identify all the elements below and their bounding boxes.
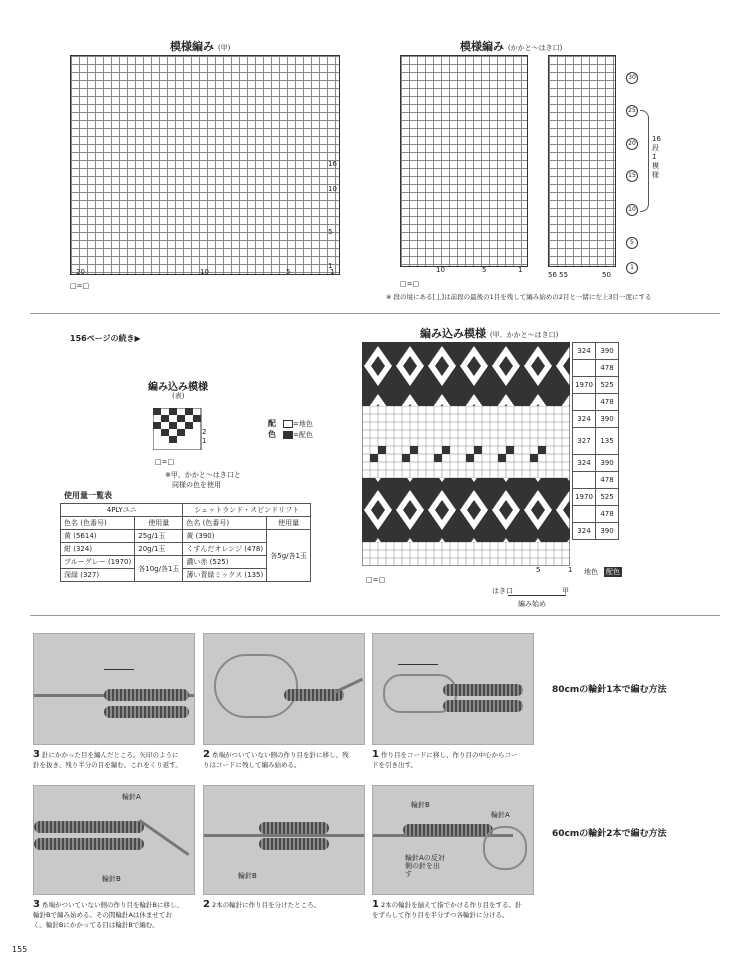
- caption-2-2: 2 2本の輪針に作り目を分けたところ。: [203, 899, 321, 910]
- color-cell: 324: [573, 343, 596, 360]
- usage-amount2: 各5g/各1玉: [267, 530, 311, 582]
- chart1-legend: □=□: [70, 282, 90, 290]
- continued-label: 156ページの続き▶: [70, 334, 141, 343]
- usage-title: 使用量一覧表: [64, 491, 112, 500]
- color-cell: [573, 506, 596, 523]
- color-cell: [573, 394, 596, 411]
- color-cell: 478: [596, 360, 619, 377]
- chart2-title: 模様編み (かかと〜はき口): [460, 40, 563, 53]
- chart2-bottom-num-5: 5: [482, 266, 487, 274]
- photo-2-2: [203, 785, 365, 895]
- color-row: [573, 523, 619, 540]
- usage-group2: シェットランド・スピンドリフト: [183, 504, 311, 517]
- big-chart-legend: □=□: [366, 576, 386, 584]
- chart1-title: 模様編み (甲): [170, 40, 231, 53]
- color-cell: 135: [596, 428, 619, 455]
- color-row: [573, 472, 619, 489]
- chart1-right-num-10: 10: [328, 185, 337, 193]
- usage-r3-c1: ブルーグレー (1970): [61, 556, 135, 569]
- color-cell: 324: [573, 411, 596, 428]
- chart2-row-15: 15: [626, 170, 638, 182]
- chart2-row-20: 20: [626, 138, 638, 150]
- photo-label-a3: 輪針A: [491, 811, 510, 819]
- color-cell: 478: [596, 472, 619, 489]
- color-row: [573, 394, 619, 411]
- small-chart-row-1: 1: [202, 437, 207, 445]
- color-cell: 324: [573, 523, 596, 540]
- caption-2-3: 3 糸端がついていない側の作り目を輪針Bに移し、輪針Bで編み始める。その間輪針Aは休ませておく。輪針Bにかかってる目は輪針Bで編む。: [33, 899, 184, 929]
- color-cell: 390: [596, 523, 619, 540]
- color-cell: 478: [596, 506, 619, 523]
- chart2-bracket-line: [640, 110, 649, 212]
- small-chart-note2: 同様の色を使用: [172, 481, 221, 489]
- chart2-row-5: 5: [626, 237, 638, 249]
- chart1-bottom-num-10: 10: [200, 268, 209, 276]
- usage-r1-c2: 25g/1玉: [135, 530, 183, 543]
- chart2-bottom-num-50: 50: [602, 271, 611, 279]
- usage-r2-c2: 20g/1玉: [135, 543, 183, 556]
- usage-r3-c3: 濃い赤 (525): [183, 556, 267, 569]
- photo-1-3: [33, 633, 195, 745]
- chart2-bottom-num-10: 10: [436, 266, 445, 274]
- chart2-row-25: 25: [626, 105, 638, 117]
- color-row: [573, 343, 619, 360]
- usage-h-color1: 色名 (色番号): [61, 517, 135, 530]
- color-cell: 390: [596, 455, 619, 472]
- color-cell: 390: [596, 411, 619, 428]
- photo-label-b2: 輪針B: [238, 872, 257, 880]
- big-chart-title: 編み込み模様 (甲、かかと〜はき口): [420, 327, 559, 340]
- color-cell: 478: [596, 394, 619, 411]
- haishoku-label: 配色: [268, 419, 276, 439]
- chart2-grid-right: [548, 55, 616, 267]
- color-cell: 1970: [573, 377, 596, 394]
- usage-r2-c1: 紺 (324): [61, 543, 135, 556]
- chart1-right-num-1: 1: [328, 262, 333, 270]
- chart2-legend: □=□: [400, 280, 420, 288]
- color-row: [573, 377, 619, 394]
- chart1-right-num-16: 16: [328, 160, 337, 168]
- chart2-bottom-num-56-55: 56 55: [548, 271, 569, 279]
- page-number: 155: [12, 945, 28, 954]
- chart2-note: ※ 段の境にある[丄]は前段の最後の1目を残して編み始めの2目と一緒に左上3目一度にする: [386, 293, 652, 301]
- color-row: [573, 455, 619, 472]
- caption-1-2: 2 糸端がついていない側の作り目を針に移し、残りはコードに残して編み始める。: [203, 749, 349, 769]
- divider-2: [30, 615, 720, 616]
- color-cell: [573, 360, 596, 377]
- color-cell: 390: [596, 343, 619, 360]
- big-chart-label-ko: 甲: [562, 587, 569, 595]
- small-chart-title: 編み込み模様: [148, 382, 208, 393]
- chart2-bracket-label: 16段1模様: [652, 135, 661, 179]
- usage-r4-c1: 深緑 (327): [61, 569, 135, 582]
- usage-r4-c3: 薄い青緑ミックス (135): [183, 569, 267, 582]
- caption-2-1: 1 2本の輪針を揃えて指でかける作り目をする。針をずらして作り目を半分ずつ各輪針に分ける。: [372, 899, 522, 919]
- chart2-row-1: 1: [626, 262, 638, 274]
- color-row: [573, 360, 619, 377]
- color-cell: [573, 472, 596, 489]
- divider-1: [30, 313, 720, 314]
- big-chart-num-5: 5: [536, 566, 541, 574]
- usage-r1-c1: 黄 (5614): [61, 530, 135, 543]
- color-row: [573, 411, 619, 428]
- color-cell: 525: [596, 377, 619, 394]
- chart2-row-30: 30: [626, 72, 638, 84]
- usage-h-amount1: 使用量: [135, 517, 183, 530]
- photo-1-1: [372, 633, 534, 745]
- big-chart-label-start: 編み始め: [518, 600, 546, 608]
- big-chart-num-1: 1: [568, 566, 573, 574]
- photo-label-b: 輪針B: [102, 875, 121, 883]
- big-chart-color-table: [572, 342, 619, 540]
- color-cell: 525: [596, 489, 619, 506]
- color-row: [573, 489, 619, 506]
- haishoku-item2: =配色: [283, 430, 313, 440]
- photo-label-opp: 輪針Aの反対側の針を出す: [405, 854, 445, 878]
- chart1-bottom-num-20: 20: [76, 268, 85, 276]
- caption-1-1: 1 作り目をコードに移し、作り目の中心からコードを引き出す。: [372, 749, 518, 769]
- big-colorwork-chart: [362, 342, 570, 566]
- big-chart-start-arrow: [508, 595, 566, 596]
- chart2-row-10: 10: [626, 204, 638, 216]
- big-chart-foot-ground: 地色: [584, 568, 598, 576]
- big-chart-label-hakiguchi: はき口: [492, 587, 513, 595]
- color-row: [573, 428, 619, 455]
- small-chart-sub: (表): [172, 392, 185, 400]
- small-chart-legend: □=□: [155, 458, 175, 466]
- photo-2-3: [33, 785, 195, 895]
- big-chart-foot-contrast: 配色: [606, 568, 620, 576]
- usage-h-color2: 色名 (色番号): [183, 517, 267, 530]
- usage-table: [60, 503, 311, 582]
- color-cell: 324: [573, 455, 596, 472]
- chart1-bottom-num-1: 1: [330, 268, 335, 276]
- color-cell: 1970: [573, 489, 596, 506]
- usage-r3-c2: 各10g/各1玉: [135, 556, 183, 582]
- photo-1-2: [203, 633, 365, 745]
- color-row: [573, 506, 619, 523]
- caption-1-3: 3 針にかかった目を編んだところ。矢印のように針を抜き、残り半分の目を編む。これをくり返す。: [33, 749, 182, 769]
- usage-r2-c3: くすんだオレンジ (478): [183, 543, 267, 556]
- photo-label-a: 輪針A: [122, 793, 141, 801]
- method2-label: 60cmの輪針2本で編む方法: [552, 829, 667, 839]
- usage-r1-c3: 黄 (390): [183, 530, 267, 543]
- usage-group1: 4PLYユニ: [61, 504, 183, 517]
- method1-label: 80cmの輪針1本で編む方法: [552, 685, 667, 695]
- small-knit-chart: [153, 408, 209, 450]
- small-chart-row-2: 2: [202, 428, 207, 436]
- usage-h-amount2: 使用量: [267, 517, 311, 530]
- color-cell: 327: [573, 428, 596, 455]
- chart1-bottom-num-5: 5: [286, 268, 291, 276]
- haishoku-item1: =地色: [283, 419, 313, 429]
- small-chart-note1: ※甲、かかと〜はき口と: [165, 471, 241, 479]
- chart2-grid-left: [400, 55, 528, 267]
- photo-label-b3: 輪針B: [411, 801, 430, 809]
- chart2-bottom-num-1: 1: [518, 266, 523, 274]
- photo-2-1: [372, 785, 534, 895]
- chart1-grid: [70, 55, 340, 275]
- chart1-right-num-5: 5: [328, 228, 333, 236]
